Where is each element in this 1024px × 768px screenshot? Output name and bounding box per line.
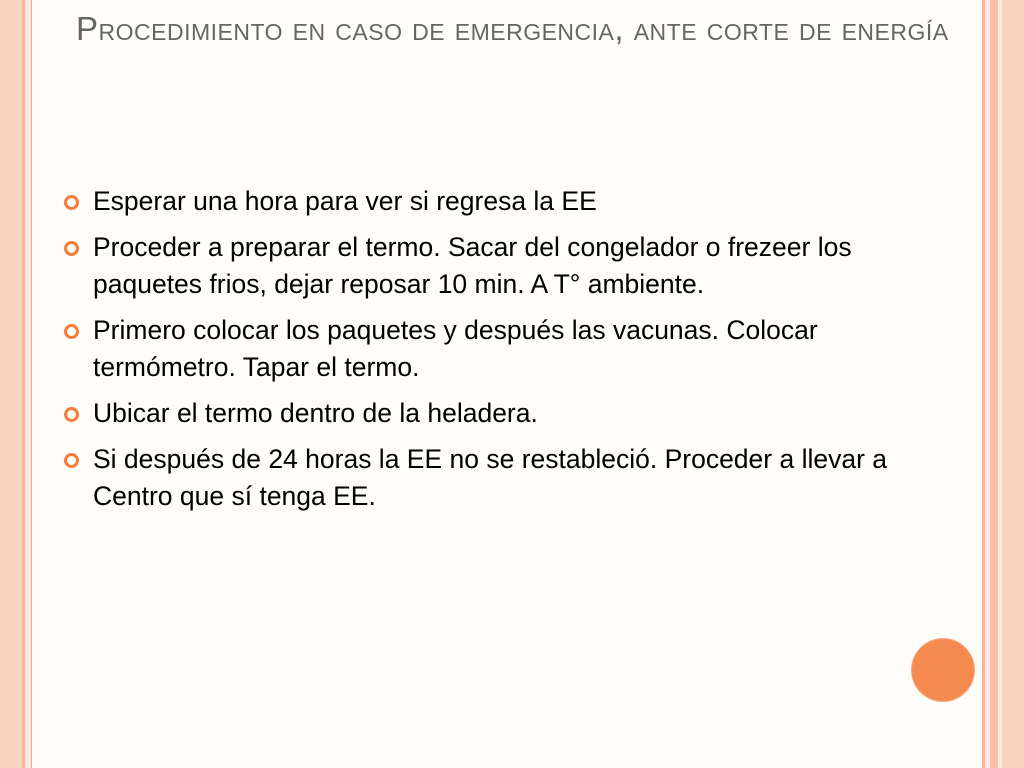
ring-bullet-icon <box>64 407 79 422</box>
bullet-item <box>64 229 894 303</box>
left-border-stripe <box>0 0 22 768</box>
ring-bullet-icon <box>64 241 79 256</box>
bullet-item <box>64 183 894 220</box>
bullet-text: Esperar una hora para ver si regresa la EE <box>93 186 597 216</box>
right-border-stripe <box>1002 0 1024 768</box>
orange-circle-decoration <box>912 639 974 701</box>
bullet-text: Primero colocar los paquetes y después las vacunas. Colocar termómetro. Tapar el termo. <box>93 315 818 382</box>
bullet-item <box>64 395 894 432</box>
slide-title: Procedimiento en caso de emergencia, ante corte de energía <box>76 10 949 47</box>
bullet-item <box>64 441 894 515</box>
right-border-stripe <box>990 0 998 768</box>
bullet-text: Si después de 24 horas la EE no se restableció. Proceder a llevar a Centro que sí tenga EE. <box>93 444 887 511</box>
ring-bullet-icon <box>64 195 79 210</box>
bullet-text: Proceder a preparar el termo. Sacar del congelador o frezeer los paquetes frios, dejar reposar 10 min. A T° ambiente. <box>93 232 852 299</box>
bullet-text: Ubicar el termo dentro de la heladera. <box>93 398 538 428</box>
bullet-item <box>64 312 894 386</box>
bullet-list <box>64 183 894 524</box>
ring-bullet-icon <box>64 324 79 339</box>
left-border-stripe <box>31 0 32 768</box>
ring-bullet-icon <box>64 453 79 468</box>
